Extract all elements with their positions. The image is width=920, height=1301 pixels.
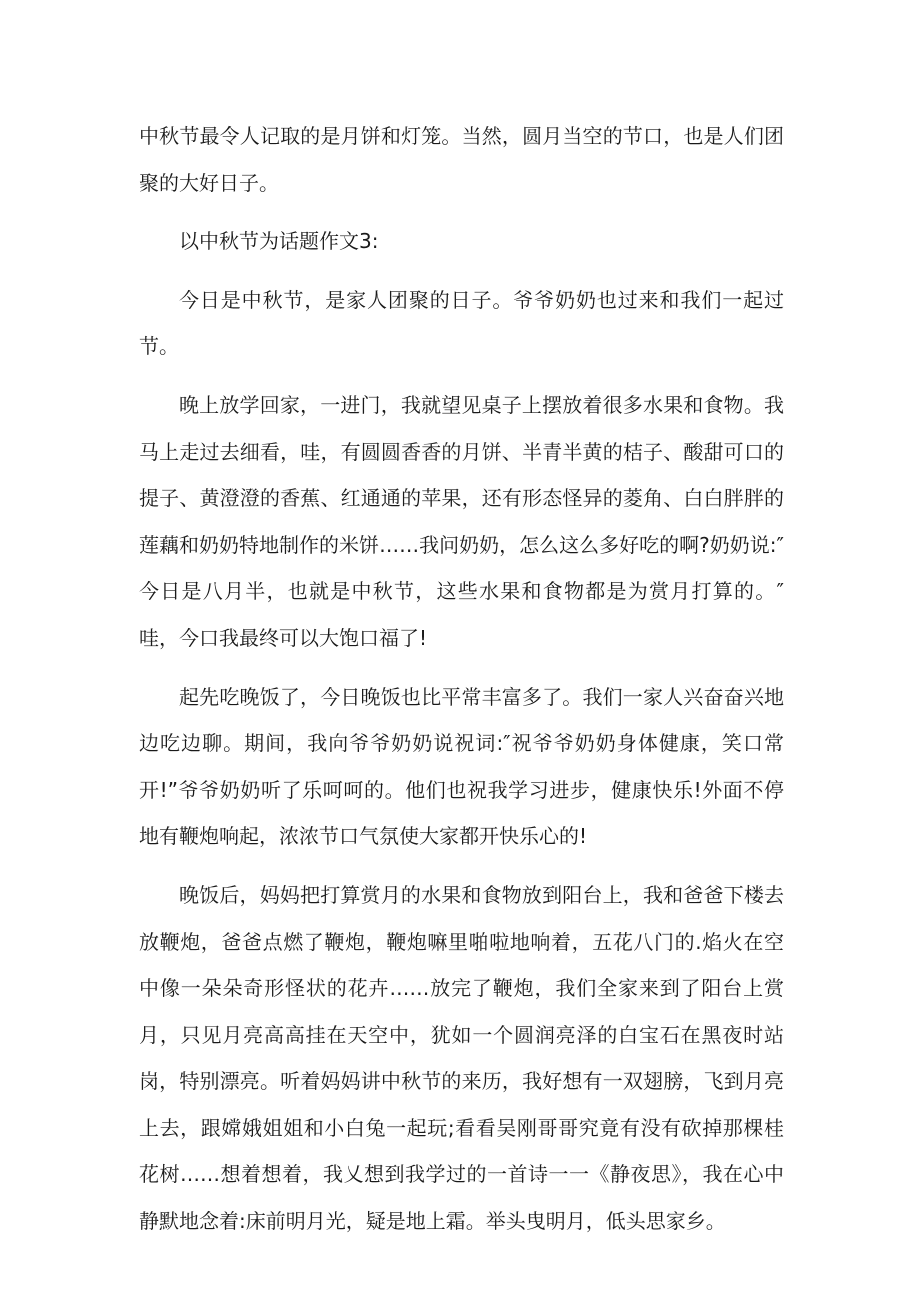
paragraph-4: 晚饭后，妈妈把打算赏月的水果和食物放到阳台上，我和爸爸下楼去放鞭炮，爸爸点燃了鞭炮，鞭炮嘛里啪啦地响着，五花八门的.焰火在空中像一朵朵奇形怪状的花卉……放完了鞭炮，我们全家来到了阳台上赏月，只见月亮高高挂在天空中，犹如一个圆润亮泽的白宝石在黑夜时站岗，特别漂亮。听着妈妈讲中秋节的来历，我好想有一双翅膀，飞到月亮上去，跟嫦娥姐姐和小白兔一起玩;看看吴刚哥哥究竟有没有砍掉那棵桂花树……想着想着，我乂想到我学过的一首诗一一《静夜思》，我在心中静默地念着:床前明月光，疑是地上霜。举头曳明月，低头思家乡。: [139, 882, 784, 1234]
paragraph-intro: 中秋节最令人记取的是月饼和灯笼。当然，圆月当空的节口，也是人们团聚的大好日子。: [139, 124, 784, 195]
paragraph-3: 起先吃晚饭了，今日晚饭也比平常丰富多了。我们一家人兴奋奋兴地边吃边聊。期间，我向爷爷奶奶说祝词:″祝爷爷奶奶身体健康，笑口常开!”爷爷奶奶听了乐呵呵的。他们也祝我学习进步，健康快乐!外面不停地有鞭炮响起，浓浓节口气氛使大家都开快乐心的!: [139, 684, 784, 849]
essay-heading: 以中秋节为话题作文3:: [179, 229, 379, 254]
paragraph-1: 今日是中秋节，是家人团聚的日子。爷爷奶奶也过来和我们一起过节。: [139, 287, 784, 359]
document-page: [139, 113, 784, 1257]
paragraph-2: 晚上放学回家，一进门，我就望见桌子上摆放着很多水果和食物。我马上走过去细看，哇，有圆圆香香的月饼、半青半黄的桔子、酸甜可口的提子、黄澄澄的香蕉、红通通的苹果，还有形态怪异的菱角、白白胖胖的莲藕和奶奶特地制作的米饼……我问奶奶，怎么这么多好吃的啊?奶奶说:″今日是八月半，也就是中秋节，这些水果和食物都是为赏月打算的。″哇，今口我最终可以大饱口福了!: [139, 392, 784, 650]
